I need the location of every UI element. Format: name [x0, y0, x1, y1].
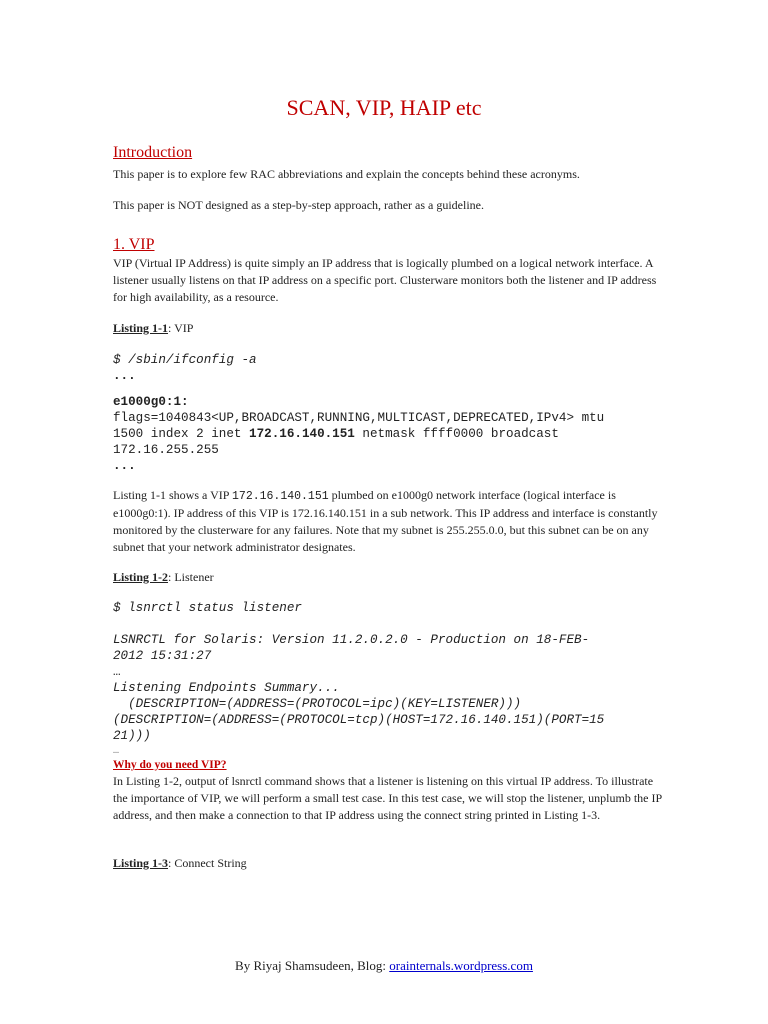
inet-ip: 172.16.140.151 — [249, 427, 355, 441]
listing-1-3-caption: : Connect String — [168, 856, 247, 870]
listing-1-1-label — [113, 320, 193, 336]
listing-1-2-line-1: LSNRCTL for Solaris: Version 11.2.0.2.0 - Production on 18-FEB- — [113, 633, 590, 647]
inet-prefix: 1500 index 2 inet — [113, 427, 250, 441]
listing-1-2-ref: Listing 1-2 — [113, 570, 169, 584]
para2-ip: 172.16.140.151 — [232, 490, 329, 503]
vip-explanation-paragraph — [113, 487, 658, 556]
vip-heading: 1. VIP — [113, 236, 155, 253]
listing-1-2-line-5: (DESCRIPTION=(ADDRESS=(PROTOCOL=ipc)(KEY=LISTENER))) — [113, 697, 522, 711]
listing-1-3-label — [113, 855, 247, 871]
listing-1-3-ref: Listing 1-3 — [113, 856, 169, 870]
listing-1-1-interface: e1000g0:1: — [113, 395, 189, 409]
listing-1-1-ref: Listing 1-1 — [113, 321, 169, 335]
listing-1-2-line-8: … — [113, 746, 120, 757]
listing-1-2-caption: : Listener — [168, 570, 214, 584]
vip-paragraph: VIP (Virtual IP Address) is quite simply an IP address that is logically plumbed on a logical network interface. A listener usually listens on that IP address on a specific port. Clusterware monitors both the listener and IP address for high availability, as a resource. — [113, 256, 657, 304]
why-vip-heading: Why do you need VIP? — [113, 759, 227, 771]
intro-paragraph-2: This paper is NOT designed as a step-by-step approach, rather as a guideline. — [113, 198, 484, 212]
listing-1-1-ellipsis-2: ... — [113, 459, 136, 473]
why-vip-paragraph: In Listing 1-2, output of lsnrctl command shows that a listener is listening on this virtual IP address. To illustrate the importance of VIP, we will perform a small test case. In this test case, we will stop the listener, unplumb the IP address, and then make a connection to that IP address using the connect string printed in Listing 1-3. — [113, 774, 662, 822]
intro-paragraph-1: This paper is to explore few RAC abbreviations and explain the concepts behind these acronyms. — [113, 167, 580, 181]
listing-1-2-line-6: (DESCRIPTION=(ADDRESS=(PROTOCOL=tcp)(HOST=172.16.140.151)(PORT=15 — [113, 713, 605, 727]
listing-1-2-line-4: Listening Endpoints Summary... — [113, 681, 340, 695]
page-footer — [0, 958, 768, 974]
intro-heading: Introduction — [113, 144, 193, 161]
listing-1-1-caption: : VIP — [168, 321, 194, 335]
page-title: SCAN, VIP, HAIP etc — [286, 95, 482, 120]
para2-b: plumbed on e1000g0 network interface (logical interface is e1000g0:1). IP address of this VIP is 172.16.140.151 in a sub network. This IP address and interface is constantly monitored by the clusterware for any failures. Note that my subnet is 255.255.0.0, but this subnet can be on any subnet that your network administrator designates. — [113, 488, 658, 554]
listing-1-2-line-3: … — [113, 665, 121, 679]
listing-1-1-broadcast: 172.16.255.255 — [113, 443, 219, 457]
blog-link[interactable]: orainternals.wordpress.com — [389, 958, 533, 973]
listing-1-2-label — [113, 569, 214, 585]
listing-1-2-command: $ lsnrctl status listener — [113, 601, 302, 615]
listing-1-1-flags: flags=1040843<UP,BROADCAST,RUNNING,MULTICAST,DEPRECATED,IPv4> mtu — [113, 411, 605, 425]
listing-1-1-ellipsis-1: ... — [113, 369, 136, 383]
listing-1-1-command: $ /sbin/ifconfig -a — [113, 353, 257, 367]
listing-1-2-line-7: 21))) — [113, 729, 151, 743]
para2-a: Listing 1-1 shows a VIP — [113, 488, 233, 502]
footer-author: By Riyaj Shamsudeen, Blog: — [235, 958, 390, 973]
inet-suffix: netmask ffff0000 broadcast — [354, 427, 559, 441]
listing-1-2-line-2: 2012 15:31:27 — [113, 649, 212, 663]
listing-1-1-inet-line — [113, 426, 673, 442]
